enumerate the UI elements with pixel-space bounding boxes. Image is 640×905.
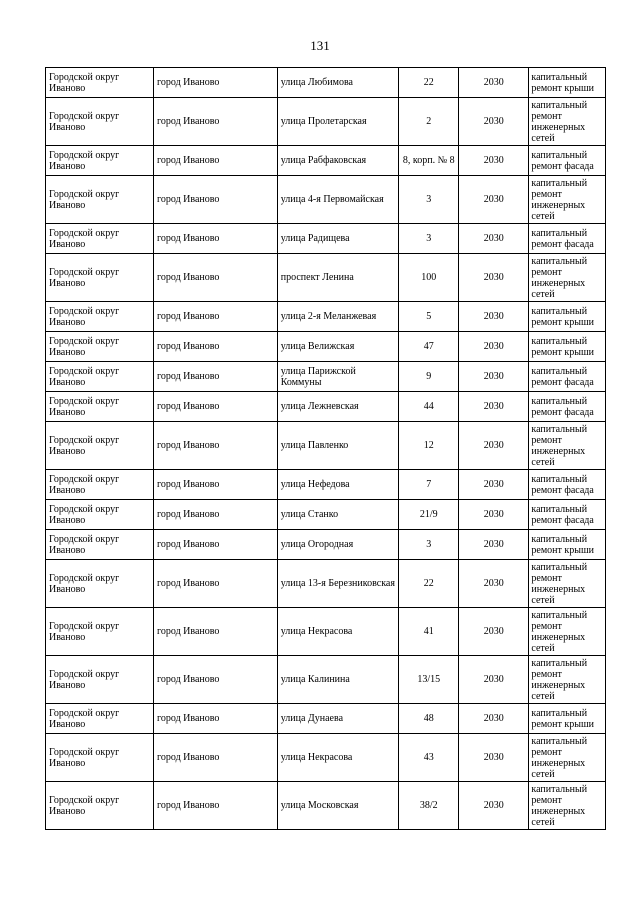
cell-year: 2030 [459,656,529,704]
table-row [46,362,606,392]
cell-district: Городской округ Иваново [46,98,154,146]
table-row [46,392,606,422]
table-row [46,608,606,656]
table-row [46,224,606,254]
cell-house-number: 43 [399,734,459,782]
table-row [46,422,606,470]
cell-district: Городской округ Иваново [46,530,154,560]
table-row [46,500,606,530]
table-row [46,176,606,224]
cell-house-number: 12 [399,422,459,470]
cell-work-type: капитальный ремонт крыши [529,68,606,98]
cell-work-type: капитальный ремонт инженерных сетей [529,608,606,656]
cell-street: улица Некрасова [277,734,399,782]
cell-street: улица Парижской Коммуны [277,362,399,392]
cell-district: Городской округ Иваново [46,608,154,656]
cell-year: 2030 [459,302,529,332]
cell-district: Городской округ Иваново [46,782,154,830]
cell-city: город Иваново [154,656,278,704]
cell-year: 2030 [459,422,529,470]
cell-house-number: 22 [399,68,459,98]
cell-city: город Иваново [154,302,278,332]
table-row [46,734,606,782]
cell-city: город Иваново [154,500,278,530]
cell-street: улица Пролетарская [277,98,399,146]
table-row [46,302,606,332]
cell-work-type: капитальный ремонт инженерных сетей [529,254,606,302]
cell-work-type: капитальный ремонт фасада [529,362,606,392]
cell-year: 2030 [459,500,529,530]
cell-district: Городской округ Иваново [46,176,154,224]
cell-house-number: 100 [399,254,459,302]
cell-year: 2030 [459,98,529,146]
cell-street: улица Станко [277,500,399,530]
cell-work-type: капитальный ремонт крыши [529,704,606,734]
cell-city: город Иваново [154,98,278,146]
table-row [46,146,606,176]
cell-work-type: капитальный ремонт крыши [529,530,606,560]
cell-street: улица Павленко [277,422,399,470]
cell-house-number: 13/15 [399,656,459,704]
cell-street: улица 2-я Меланжевая [277,302,399,332]
cell-year: 2030 [459,224,529,254]
cell-city: город Иваново [154,530,278,560]
cell-district: Городской округ Иваново [46,560,154,608]
cell-house-number: 22 [399,560,459,608]
cell-street: улица 13-я Березниковская [277,560,399,608]
cell-district: Городской округ Иваново [46,704,154,734]
cell-city: город Иваново [154,734,278,782]
cell-city: город Иваново [154,224,278,254]
cell-district: Городской округ Иваново [46,302,154,332]
cell-street: улица Московская [277,782,399,830]
cell-year: 2030 [459,782,529,830]
cell-year: 2030 [459,362,529,392]
table-row [46,470,606,500]
cell-street: проспект Ленина [277,254,399,302]
table-row [46,656,606,704]
cell-year: 2030 [459,560,529,608]
cell-district: Городской округ Иваново [46,392,154,422]
table-row [46,98,606,146]
cell-district: Городской округ Иваново [46,422,154,470]
cell-district: Городской округ Иваново [46,500,154,530]
cell-city: город Иваново [154,68,278,98]
cell-house-number: 3 [399,176,459,224]
cell-street: улица Радищева [277,224,399,254]
table-row [46,254,606,302]
cell-street: улица Любимова [277,68,399,98]
cell-city: город Иваново [154,422,278,470]
cell-year: 2030 [459,146,529,176]
cell-city: город Иваново [154,332,278,362]
cell-city: город Иваново [154,254,278,302]
cell-house-number: 44 [399,392,459,422]
cell-work-type: капитальный ремонт крыши [529,332,606,362]
cell-house-number: 48 [399,704,459,734]
cell-district: Городской округ Иваново [46,362,154,392]
cell-year: 2030 [459,68,529,98]
cell-work-type: капитальный ремонт инженерных сетей [529,560,606,608]
cell-work-type: капитальный ремонт инженерных сетей [529,656,606,704]
cell-street: улица Огородная [277,530,399,560]
cell-city: город Иваново [154,704,278,734]
cell-work-type: капитальный ремонт инженерных сетей [529,98,606,146]
table-body [46,68,606,830]
table-row [46,530,606,560]
cell-year: 2030 [459,530,529,560]
cell-year: 2030 [459,608,529,656]
cell-year: 2030 [459,392,529,422]
cell-year: 2030 [459,704,529,734]
cell-street: улица Нефедова [277,470,399,500]
cell-year: 2030 [459,332,529,362]
cell-work-type: капитальный ремонт инженерных сетей [529,422,606,470]
cell-house-number: 41 [399,608,459,656]
cell-house-number: 9 [399,362,459,392]
cell-street: улица Дунаева [277,704,399,734]
cell-street: улица Лежневская [277,392,399,422]
cell-district: Городской округ Иваново [46,254,154,302]
cell-district: Городской округ Иваново [46,224,154,254]
cell-house-number: 5 [399,302,459,332]
cell-work-type: капитальный ремонт инженерных сетей [529,734,606,782]
cell-work-type: капитальный ремонт крыши [529,302,606,332]
cell-city: город Иваново [154,782,278,830]
cell-district: Городской округ Иваново [46,146,154,176]
cell-house-number: 8, корп. № 8 [399,146,459,176]
cell-work-type: капитальный ремонт фасада [529,500,606,530]
cell-city: город Иваново [154,146,278,176]
cell-street: улица Рабфаковская [277,146,399,176]
cell-house-number: 7 [399,470,459,500]
table-row [46,782,606,830]
cell-work-type: капитальный ремонт фасада [529,146,606,176]
cell-district: Городской округ Иваново [46,68,154,98]
cell-city: город Иваново [154,176,278,224]
table-row [46,332,606,362]
cell-work-type: капитальный ремонт фасада [529,470,606,500]
cell-street: улица Калинина [277,656,399,704]
cell-city: город Иваново [154,392,278,422]
cell-work-type: капитальный ремонт фасада [529,224,606,254]
cell-year: 2030 [459,734,529,782]
cell-year: 2030 [459,254,529,302]
cell-street: улица 4-я Первомайская [277,176,399,224]
table-row [46,560,606,608]
cell-year: 2030 [459,176,529,224]
cell-house-number: 2 [399,98,459,146]
cell-city: город Иваново [154,470,278,500]
cell-district: Городской округ Иваново [46,734,154,782]
repair-schedule-table [45,67,606,830]
cell-work-type: капитальный ремонт фасада [529,392,606,422]
cell-house-number: 38/2 [399,782,459,830]
page-number: 131 [310,38,330,53]
cell-house-number: 21/9 [399,500,459,530]
cell-street: улица Велижская [277,332,399,362]
cell-district: Городской округ Иваново [46,656,154,704]
cell-house-number: 47 [399,332,459,362]
cell-city: город Иваново [154,560,278,608]
cell-house-number: 3 [399,224,459,254]
table-row [46,704,606,734]
table-row [46,68,606,98]
cell-year: 2030 [459,470,529,500]
cell-city: город Иваново [154,608,278,656]
cell-street: улица Некрасова [277,608,399,656]
cell-city: город Иваново [154,362,278,392]
cell-district: Городской округ Иваново [46,332,154,362]
cell-work-type: капитальный ремонт инженерных сетей [529,176,606,224]
cell-house-number: 3 [399,530,459,560]
cell-district: Городской округ Иваново [46,470,154,500]
cell-work-type: капитальный ремонт инженерных сетей [529,782,606,830]
